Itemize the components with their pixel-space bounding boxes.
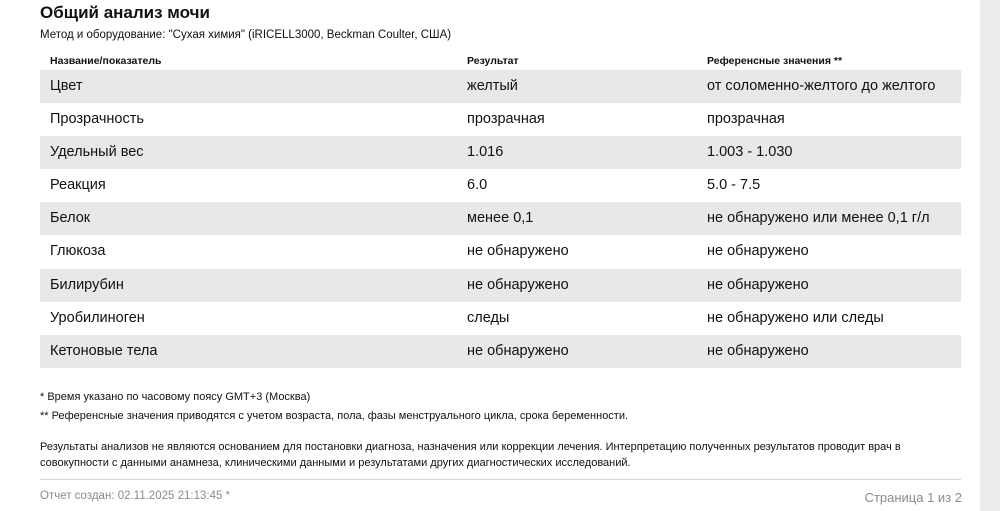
table-row bbox=[40, 302, 961, 335]
table-header bbox=[40, 55, 961, 71]
page-title: Общий анализ мочи bbox=[40, 3, 210, 22]
table-row bbox=[40, 202, 961, 235]
method-description: Метод и оборудование: "Сухая химия" (iRICELL3000, Beckman Coulter, США) bbox=[40, 29, 452, 41]
table-row bbox=[40, 235, 961, 268]
row-result: менее 0,1 bbox=[467, 210, 534, 227]
row-reference: от соломенно-желтого до желтого bbox=[707, 78, 936, 94]
column-header-reference: Референсные значения ** bbox=[707, 55, 843, 67]
row-name: Билирубин bbox=[50, 276, 124, 293]
table-row bbox=[40, 335, 961, 368]
results-table bbox=[40, 70, 961, 368]
row-reference: не обнаружено bbox=[707, 243, 809, 260]
row-name: Белок bbox=[50, 210, 91, 227]
table-row bbox=[40, 103, 961, 136]
row-name: Удельный вес bbox=[50, 144, 144, 161]
row-reference: не обнаружено или следы bbox=[707, 309, 884, 326]
row-reference: прозрачная bbox=[707, 111, 785, 128]
table-row bbox=[40, 269, 961, 302]
row-name: Глюкоза bbox=[50, 243, 106, 260]
table-row bbox=[40, 136, 961, 169]
row-result: следы bbox=[467, 309, 510, 326]
row-name: Прозрачность bbox=[50, 111, 144, 128]
column-header-result: Результат bbox=[467, 55, 519, 67]
row-result: не обнаружено bbox=[467, 276, 569, 293]
reference-note: ** Референсные значения приводятся с учетом возраста, пола, фазы менструального цикла, срока беременности. bbox=[40, 410, 629, 422]
timezone-note: * Время указано по часовому поясу GMT+3 (Москва) bbox=[40, 391, 311, 403]
row-result: не обнаружено bbox=[467, 243, 569, 260]
row-reference: 1.003 - 1.030 bbox=[707, 144, 793, 161]
footer-divider bbox=[40, 479, 961, 480]
disclaimer-text: Результаты анализов не являются основанием для постановки диагноза, назначения или коррекции лечения. Интерпретацию полученных результатов проводит врач в совокупности с данными анамнеза, клиническими данными и результатами других диагностических исследований. bbox=[40, 441, 901, 469]
row-reference: 5.0 - 7.5 bbox=[707, 177, 761, 194]
row-name: Уробилиноген bbox=[50, 309, 145, 326]
row-result: 1.016 bbox=[467, 144, 504, 161]
row-name: Реакция bbox=[50, 177, 106, 194]
row-reference: не обнаружено bbox=[707, 342, 809, 359]
page-indicator: Страница 1 из 2 bbox=[864, 490, 962, 505]
row-result: 6.0 bbox=[467, 177, 488, 194]
report-created-timestamp: Отчет создан: 02.11.2025 21:13:45 * bbox=[40, 490, 231, 502]
table-row bbox=[40, 169, 961, 202]
row-name: Кетоновые тела bbox=[50, 342, 158, 359]
column-header-name: Название/показатель bbox=[50, 55, 162, 67]
row-reference: не обнаружено bbox=[707, 276, 809, 293]
row-result: не обнаружено bbox=[467, 342, 569, 359]
row-result: прозрачная bbox=[467, 111, 545, 128]
row-result: желтый bbox=[467, 78, 518, 94]
row-name: Цвет bbox=[50, 78, 83, 94]
table-row bbox=[40, 70, 961, 103]
row-reference: не обнаружено или менее 0,1 г/л bbox=[707, 210, 930, 227]
